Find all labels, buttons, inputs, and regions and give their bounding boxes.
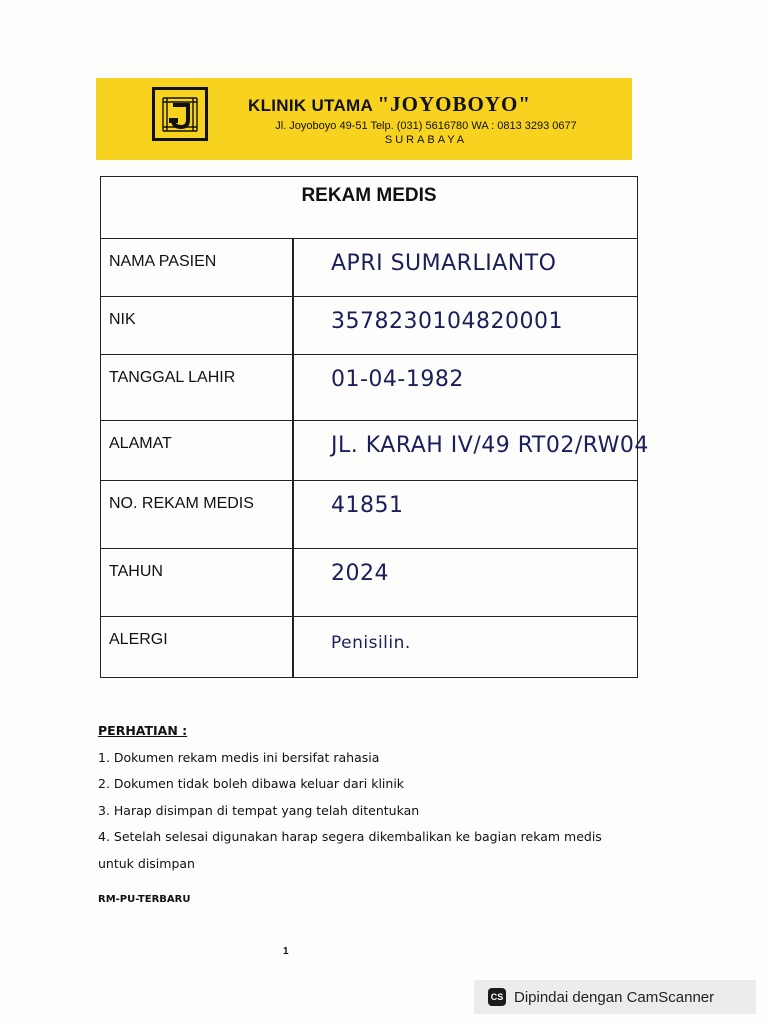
row-value: APRI SUMARLIANTO xyxy=(331,251,557,276)
clinic-header xyxy=(96,78,632,160)
clinic-address: Jl. Joyoboyo 49-51 Telp. (031) 5616780 WA : 0813 3293 0677 xyxy=(275,120,577,132)
row-label: NO. REKAM MEDIS xyxy=(109,495,254,512)
table-row xyxy=(101,355,637,421)
clinic-prefix: KLINIK UTAMA xyxy=(248,96,373,115)
row-value: 41851 xyxy=(331,493,404,518)
camscanner-watermark xyxy=(474,980,756,1014)
row-label: TAHUN xyxy=(109,563,163,580)
row-label: TANGGAL LAHIR xyxy=(109,369,236,386)
clinic-city: SURABAYA xyxy=(384,134,468,146)
clinic-name xyxy=(248,92,628,117)
notice-section xyxy=(98,718,638,877)
row-value: Penisilin. xyxy=(331,633,411,653)
row-label: NIK xyxy=(109,311,136,328)
table-title: REKAM MEDIS xyxy=(101,177,637,239)
form-code: RM-PU-TERBARU xyxy=(98,894,191,905)
camscanner-text: Dipindai dengan CamScanner xyxy=(514,988,715,1006)
table-row xyxy=(101,617,637,677)
row-label: NAMA PASIEN xyxy=(109,253,217,270)
page-number: 1 xyxy=(283,946,289,957)
notice-item: 4. Setelah selesai digunakan harap segera dikembalikan ke bagian rekam medis untuk disimpan xyxy=(98,829,602,871)
clinic-brand-name: "JOYOBOYO" xyxy=(377,92,531,116)
medical-record-table xyxy=(100,176,649,678)
clinic-logo-graphic xyxy=(155,90,205,138)
table-row xyxy=(101,481,637,549)
row-value: JL. KARAH IV/49 RT02/RW04 xyxy=(331,433,649,458)
notice-item: 3. Harap disimpan di tempat yang telah ditentukan xyxy=(98,802,420,818)
notice-title: PERHATIAN : xyxy=(98,723,188,738)
table-row xyxy=(101,421,649,481)
notice-item: 2. Dokumen tidak boleh dibawa keluar dari klinik xyxy=(98,776,405,791)
row-label: ALAMAT xyxy=(109,435,172,452)
table-row xyxy=(101,549,637,617)
table-row xyxy=(101,297,637,355)
table-row xyxy=(101,239,637,297)
row-value: 3578230104820001 xyxy=(331,309,563,334)
row-label: ALERGI xyxy=(109,631,168,648)
camscanner-icon: CS xyxy=(488,988,506,1006)
row-value: 2024 xyxy=(331,561,389,586)
row-value: 01-04-1982 xyxy=(331,367,464,392)
clinic-logo-icon xyxy=(152,87,208,141)
notice-item: 1. Dokumen rekam medis ini bersifat rahasia xyxy=(98,749,380,765)
